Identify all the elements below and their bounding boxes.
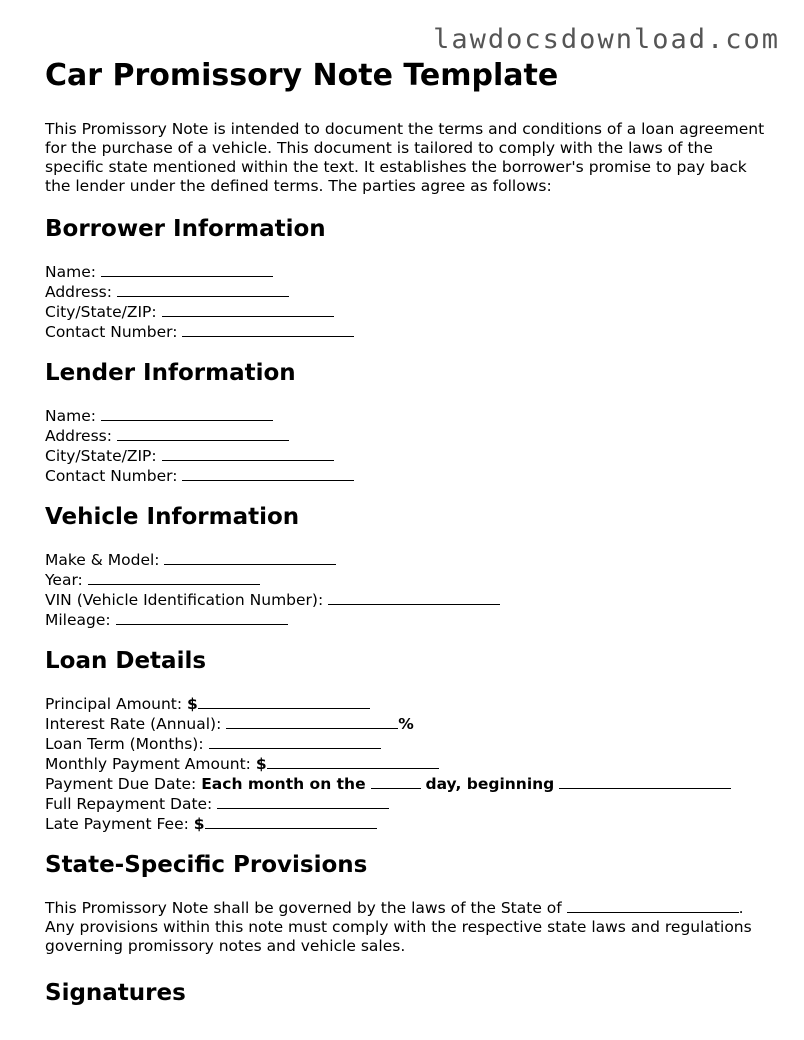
principal-blank[interactable] [198, 694, 370, 709]
state-paragraph: This Promissory Note shall be governed by the laws of the State of . Any provisions within this note must comply with the respective state laws and regulations governing promissory notes and vehicle sales. [45, 899, 752, 955]
vehicle-make-blank[interactable] [164, 550, 336, 565]
state-section [45, 850, 765, 956]
lender-city-line: City/State/ZIP: [45, 446, 765, 466]
late-fee-blank[interactable] [205, 814, 377, 829]
lender-section [45, 358, 765, 486]
page-title: Car Promissory Note Template [45, 58, 559, 93]
due-day-blank[interactable] [371, 774, 421, 789]
borrower-name-blank[interactable] [101, 262, 273, 277]
due-date-line: Payment Due Date: Each month on the day, beginning [45, 774, 765, 794]
borrower-contact-blank[interactable] [182, 322, 354, 337]
vehicle-section [45, 502, 765, 630]
full-repayment-blank[interactable] [217, 794, 389, 809]
borrower-address-line: Address: [45, 282, 765, 302]
lender-heading: Lender Information [45, 360, 296, 386]
vehicle-mileage-line: Mileage: [45, 610, 765, 630]
state-heading: State-Specific Provisions [45, 852, 368, 878]
document-page [45, 56, 765, 1026]
state-blank[interactable] [567, 898, 739, 913]
lender-contact-line: Contact Number: [45, 466, 765, 486]
borrower-city-line: City/State/ZIP: [45, 302, 765, 322]
lender-name-line: Name: [45, 406, 765, 426]
vehicle-year-blank[interactable] [88, 570, 260, 585]
due-begin-blank[interactable] [559, 774, 731, 789]
intro-paragraph: This Promissory Note is intended to document the terms and conditions of a loan agreement for the purchase of a vehicle. This document is tailored to comply with the laws of the specific state mentioned within the text. It establishes the borrower's promise to pay back the lender under the defined terms. The parties agree as follows: [45, 120, 765, 195]
signatures-section [45, 978, 765, 1008]
lender-address-line: Address: [45, 426, 765, 446]
watermark: lawdocsdownload.com [433, 24, 780, 55]
borrower-section [45, 214, 765, 342]
borrower-name-line: Name: [45, 262, 765, 282]
borrower-city-blank[interactable] [162, 302, 334, 317]
loan-section [45, 646, 765, 834]
lender-city-blank[interactable] [162, 446, 334, 461]
interest-line: Interest Rate (Annual): % [45, 715, 414, 733]
term-line: Loan Term (Months): [45, 734, 765, 754]
vehicle-make-line: Make & Model: [45, 550, 765, 570]
signatures-heading: Signatures [45, 980, 186, 1006]
vehicle-year-line: Year: [45, 570, 765, 590]
vehicle-vin-line: VIN (Vehicle Identification Number): [45, 590, 765, 610]
vehicle-vin-blank[interactable] [328, 590, 500, 605]
borrower-address-blank[interactable] [117, 282, 289, 297]
borrower-contact-line: Contact Number: [45, 322, 765, 342]
vehicle-heading: Vehicle Information [45, 504, 300, 530]
lender-contact-blank[interactable] [182, 466, 354, 481]
vehicle-mileage-blank[interactable] [116, 610, 288, 625]
late-fee-line: Late Payment Fee: $ [45, 814, 765, 834]
monthly-blank[interactable] [267, 754, 439, 769]
monthly-line: Monthly Payment Amount: $ [45, 754, 765, 774]
lender-address-blank[interactable] [117, 426, 289, 441]
borrower-heading: Borrower Information [45, 216, 326, 242]
full-repayment-line: Full Repayment Date: [45, 794, 765, 814]
term-blank[interactable] [209, 734, 381, 749]
principal-line: Principal Amount: $ [45, 694, 765, 714]
lender-name-blank[interactable] [101, 406, 273, 421]
interest-blank[interactable] [226, 714, 398, 729]
loan-heading: Loan Details [45, 648, 207, 674]
